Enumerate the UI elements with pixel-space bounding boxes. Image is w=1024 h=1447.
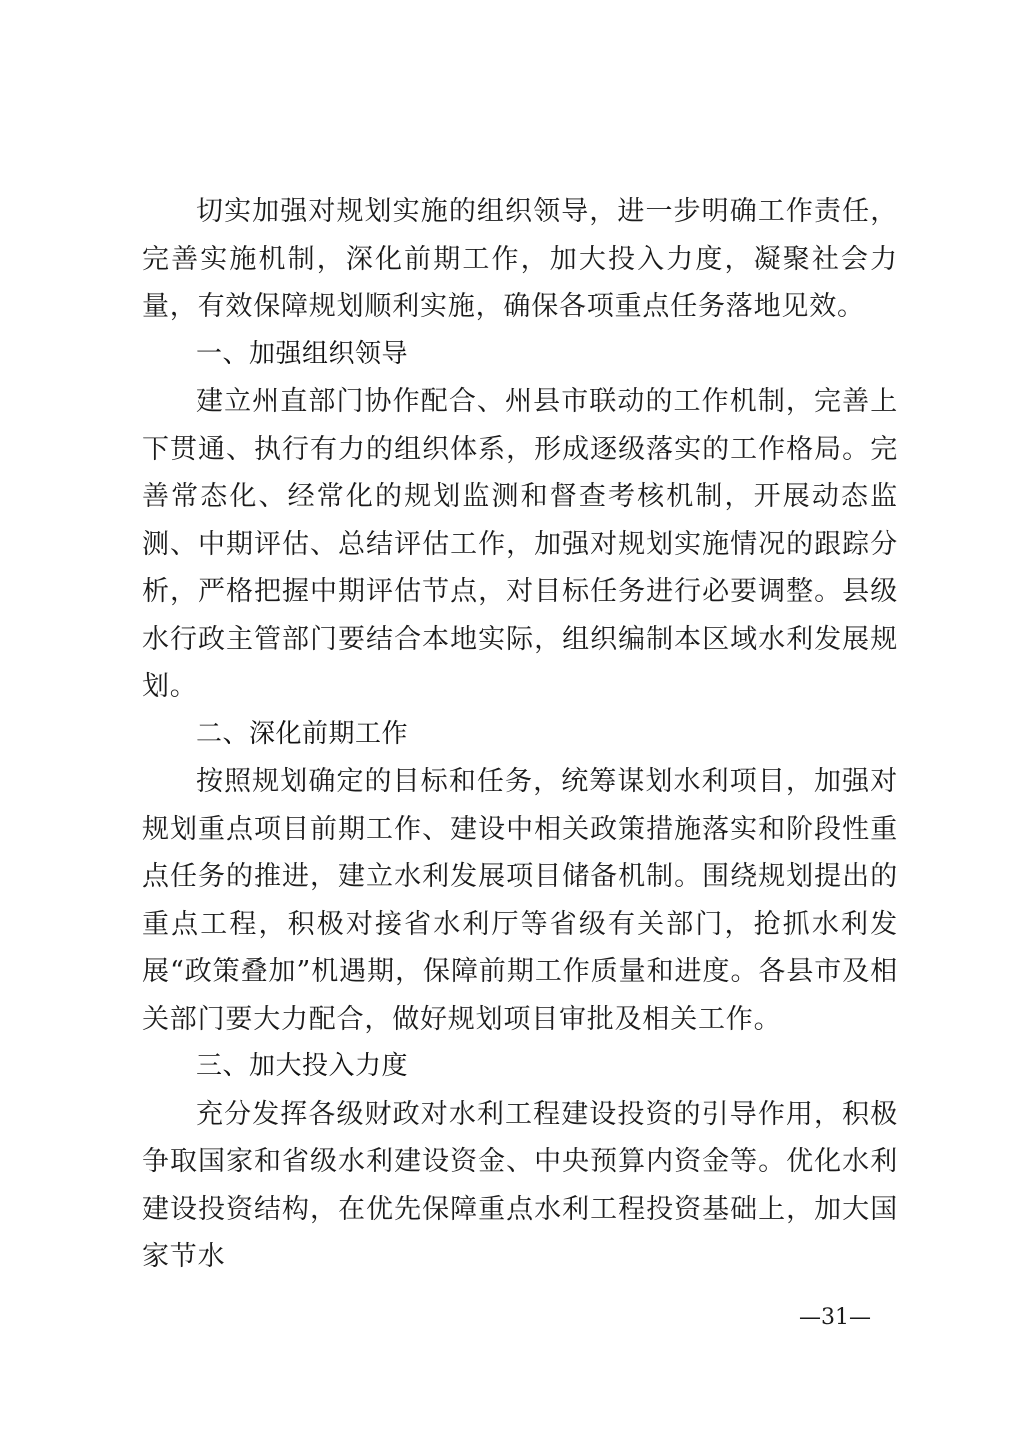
section-paragraph-organization: 建立州直部门协作配合、州县市联动的工作机制，完善上下贯通、执行有力的组织体系，形成逐级落实的工作格局。完善常态化、经常化的规划监测和督查考核机制，开展动态监测、中期评估、总结评估工作，加强对规划实施情况的跟踪分析，严格把握中期评估节点，对目标任务进行必要调整。县级水行政主管部门要结合本地实际，组织编制本区域水利发展规划。 [142, 386, 898, 702]
section-heading-investment: 三、加大投入力度 [196, 1051, 409, 1081]
section-heading-preliminary-work: 二、深化前期工作 [196, 718, 409, 749]
page-number: —31— [799, 1305, 871, 1330]
section-paragraph-investment: 充分发挥各级财政对水利工程建设投资的引导作用，积极争取国家和省级水利建设资金、中央预算内资金等。优化水利建设投资结构，在优先保障重点水利工程投资基础上，加大国家节水 [142, 1098, 898, 1272]
intro-paragraph: 切实加强对规划实施的组织领导，进一步明确工作责任，完善实施机制，深化前期工作，加大投入力度，凝聚社会力量，有效保障规划顺利实施，确保各项重点任务落地见效。 [142, 196, 898, 322]
document-body [142, 188, 898, 1281]
section-paragraph-preliminary-work: 按照规划确定的目标和任务，统筹谋划水利项目，加强对规划重点项目前期工作、建设中相关政策措施落实和阶段性重点任务的推进，建立水利发展项目储备机制。围绕规划提出的重点工程，积极对接省水利厅等省级有关部门，抢抓水利发展“政策叠加”机遇期，保障前期工作质量和进度。各县市及相关部门要大力配合，做好规划项目审批及相关工作。 [142, 766, 898, 1035]
section-heading-organization: 一、加强组织领导 [196, 338, 409, 369]
